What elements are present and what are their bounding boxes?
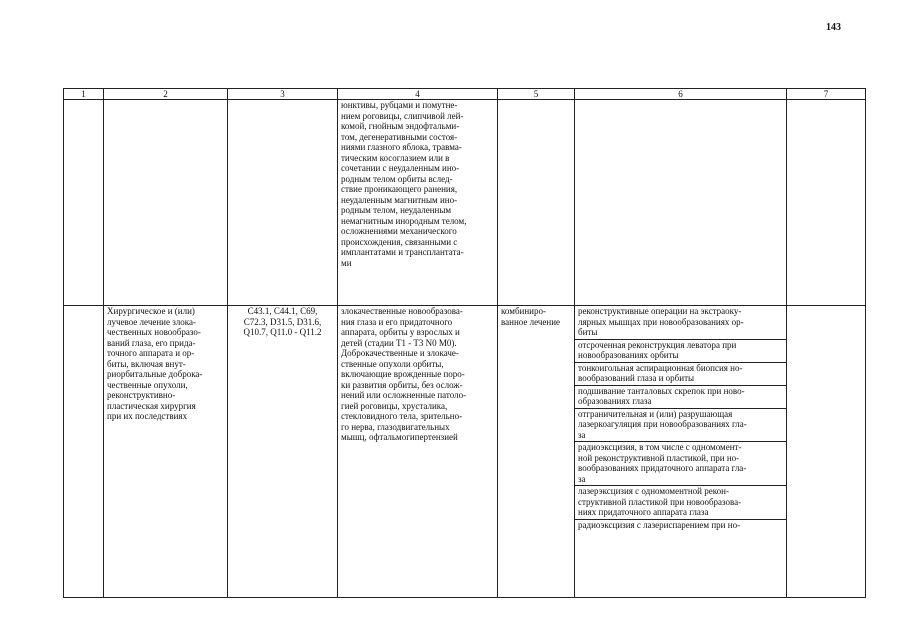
header-col-5: 5 — [498, 89, 575, 100]
treatment-type-line: ванное лечение — [501, 316, 561, 327]
treatment-method-line: структивной пластикой при новообразова- — [578, 496, 742, 507]
disease-description-line: ственные опухоли орбиты, — [341, 358, 444, 369]
disease-description-line: тическим косоглазием или в — [341, 152, 450, 163]
icd-code-line: Q10.7, Q11.0 - Q11.2 — [243, 327, 322, 337]
treatment-method-line: вообразованиях придаточного аппарата гла- — [578, 463, 747, 473]
header-col-1: 1 — [64, 89, 104, 100]
treatment-method-line: ниях придаточного аппарата глаза — [578, 507, 709, 517]
cell-r1-c6 — [575, 100, 787, 306]
header-row — [64, 89, 866, 100]
disease-description-line: ния глаза и его придаточного — [341, 316, 453, 327]
treatment-method-item — [575, 306, 786, 340]
treatment-method-item — [575, 442, 786, 486]
treatment-method-line: новообразованиях орбиты — [578, 350, 679, 360]
disease-description-line: ствие проникающего ранения, — [341, 184, 458, 194]
treatment-method-line: ной реконструктивной пластикой, при но- — [578, 452, 740, 463]
treatment-method-line: вообразований глаза и орбиты — [578, 373, 695, 383]
cell-r2-c1 — [64, 306, 104, 598]
disease-description-line: гией роговицы, хрусталика, — [341, 400, 448, 411]
cell-r2-c7 — [787, 306, 866, 598]
care-profile-line: лучевое лечение злока- — [107, 316, 196, 327]
disease-description-line: осложнениями механического — [341, 226, 457, 236]
disease-description-line: го нерва, глазодвигательных — [341, 421, 450, 432]
treatment-method-line: радиоэксцизия, в том числе с одномомент- — [578, 442, 742, 452]
treatment-method-item — [575, 340, 786, 363]
treatment-method-line: отсроченная реконструкция леватора при — [578, 339, 737, 350]
medical-procedures-table — [63, 88, 866, 598]
treatment-method-line: тонкоигольная аспирационная биопсия но- — [578, 362, 743, 373]
cell-r1-c7 — [787, 100, 866, 306]
care-profile-line: ваний глаза, его прида- — [107, 337, 196, 348]
treatment-method-line: лярных мышцах при новообразованиях ор- — [578, 316, 744, 327]
disease-description-line: ниями глазного яблока, травма- — [341, 142, 462, 152]
treatment-method-line: образованиях глаза — [578, 396, 652, 406]
treatment-method-line: реконструктивные операции на экстраоку- — [578, 306, 742, 316]
cell-r2-c6 — [575, 306, 787, 598]
disease-description-line: происхождения, связанными с — [341, 236, 458, 247]
disease-description-line: нений или осложненные патоло- — [341, 390, 467, 400]
header-col-7: 7 — [787, 89, 866, 100]
header-col-3: 3 — [228, 89, 338, 100]
treatment-method-item — [575, 486, 786, 520]
disease-description-line: том, дегенеративными состоя- — [341, 131, 458, 142]
disease-description-line: аппарата, орбиты у взрослых и — [341, 327, 460, 337]
treatment-method-line: за — [578, 429, 586, 440]
care-profile-line: риорбитальные доброка- — [107, 369, 203, 379]
care-profile-line: чественные опухоли, — [107, 379, 188, 390]
care-profile-line: чественных новообразо- — [107, 327, 201, 337]
page-number: 143 — [826, 22, 841, 33]
table-row-continuation — [64, 100, 866, 306]
treatment-type-line: комбиниро- — [501, 306, 546, 316]
disease-description-line: имплантатами и трансплантата- — [341, 247, 464, 257]
disease-description-line: комой, гнойным эндофтальми- — [341, 121, 460, 131]
cell-r2-c5 — [498, 306, 575, 598]
disease-description-line: ми — [341, 257, 352, 268]
care-profile-line: при их последствиях — [107, 411, 188, 421]
header-col-4: 4 — [338, 89, 498, 100]
treatment-method-line: биты — [578, 327, 598, 337]
treatment-method-item — [575, 520, 786, 532]
cell-r2-c4 — [338, 306, 498, 598]
care-profile-line: биты, включая внут- — [107, 358, 186, 369]
treatment-method-line: лазерэксцизия с одномоментной рекон- — [578, 486, 729, 496]
disease-description-line: детей (стадии T1 - T3 N0 M0). — [341, 337, 457, 348]
care-profile-line: пластическая хирургия — [107, 400, 196, 411]
disease-description-line: стекловидного тела, зрительно- — [341, 411, 463, 421]
cell-r1-c5 — [498, 100, 575, 306]
disease-description-line: ки развития орбиты, без ослож- — [341, 379, 463, 390]
treatment-method-line: лазеркоагуляция при новообразованиях гла- — [578, 419, 747, 429]
cell-r1-c2 — [104, 100, 228, 306]
treatment-method-line: за — [578, 473, 586, 484]
header-col-2: 2 — [104, 89, 228, 100]
disease-description-line: родным телом орбиты вслед- — [341, 173, 453, 184]
treatment-method-line: подшивание танталовых скрепок при ново- — [578, 385, 745, 396]
cell-r1-c1 — [64, 100, 104, 306]
treatment-method-line: отграничительная и (или) разрушающая — [578, 408, 733, 419]
table-row-eye-tumors — [64, 306, 866, 598]
icd-code-line: C72.3, D31.5, D31.6, — [243, 316, 322, 327]
cell-r1-c4 — [338, 100, 498, 306]
disease-description-line: мышц, офтальмогипертензией — [341, 432, 458, 442]
disease-description-line: сочетании с неудаленным ино- — [341, 163, 460, 173]
care-profile-line: Хирургическое и (или) — [107, 306, 195, 316]
care-profile-line: точного аппарата и ор- — [107, 348, 195, 358]
treatment-method-item — [575, 386, 786, 409]
disease-description-line: нием роговицы, слипчивой лей- — [341, 110, 464, 121]
header-col-6: 6 — [575, 89, 787, 100]
cell-r1-c3 — [228, 100, 338, 306]
care-profile-line: реконструктивно- — [107, 390, 176, 400]
disease-description-line: злокачественные новообразова- — [341, 306, 463, 316]
disease-description-line: Доброкачественные и злокаче- — [341, 348, 459, 358]
icd-code-line: C43.1, C44.1, C69, — [247, 306, 318, 316]
cell-r2-c3 — [228, 306, 338, 598]
disease-description-line: юнктивы, рубцами и помутне- — [341, 100, 458, 110]
treatment-method-item — [575, 409, 786, 443]
treatment-method-line: радиоэксцизия с лазериспарением при но- — [578, 519, 741, 530]
disease-description-line: неудаленным магнитным ино- — [341, 194, 458, 205]
cell-r2-c2 — [104, 306, 228, 598]
disease-description-line: родным телом, неудаленным — [341, 205, 452, 215]
disease-description-line: немагнитным инородным телом, — [341, 215, 467, 226]
disease-description-line: включающие врожденные поро- — [341, 369, 465, 379]
treatment-method-item — [575, 363, 786, 386]
